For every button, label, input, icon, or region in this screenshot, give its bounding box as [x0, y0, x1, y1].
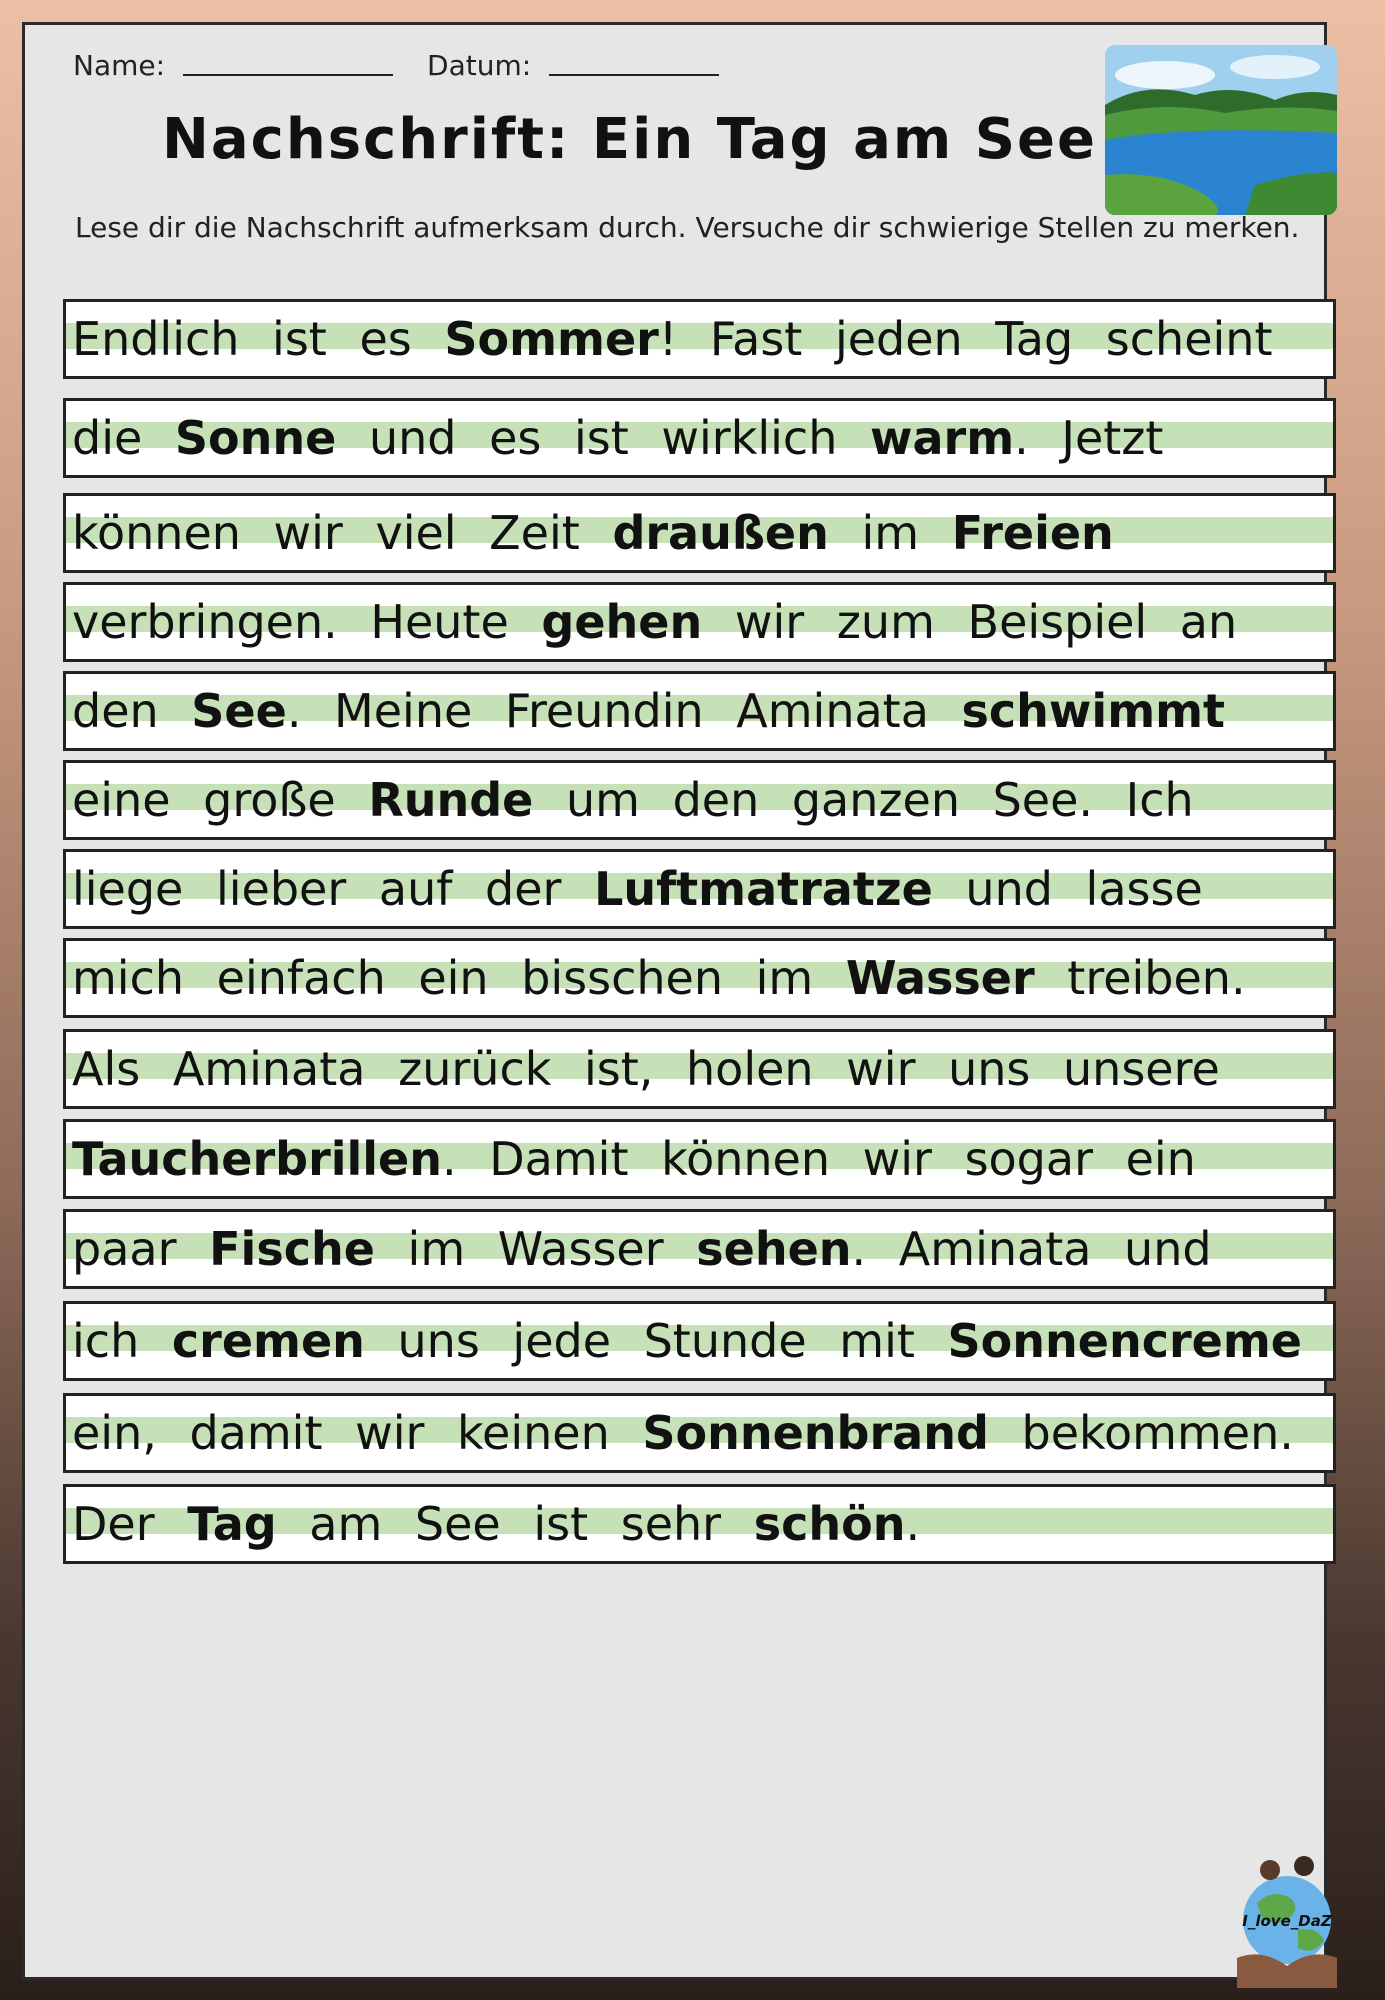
line-text: Endlich ist es [72, 312, 445, 366]
name-field[interactable] [183, 70, 393, 76]
line-text: liege lieber auf der [72, 862, 595, 916]
bold-word: Wasser [845, 951, 1035, 1005]
header-fields [73, 49, 753, 82]
line-text: ich [72, 1314, 172, 1368]
date-label: Datum: [427, 49, 532, 82]
bold-word: Luftmatratze [594, 862, 933, 916]
bold-word: cremen [171, 1314, 365, 1368]
line-text: . Meine Freundin Aminata [286, 684, 962, 738]
line-text: eine große [72, 773, 369, 827]
text-line [63, 493, 1336, 573]
line-text: am See ist sehr [276, 1497, 754, 1551]
text-line [63, 1484, 1336, 1564]
text-line [63, 1209, 1336, 1289]
lake-landscape-image [1105, 45, 1337, 215]
line-text: uns jede Stunde mit [364, 1314, 948, 1368]
name-label: Name: [73, 49, 166, 82]
bold-word: sehen [696, 1222, 852, 1276]
bold-word: Tag [187, 1497, 277, 1551]
line-text: Als Aminata zurück ist, holen wir uns unsere [72, 1042, 1220, 1096]
text-line [63, 299, 1336, 379]
bold-word: warm [869, 411, 1015, 465]
line-text: können wir viel Zeit [72, 506, 613, 560]
line-text: und es ist wirklich [336, 411, 870, 465]
line-text: wir zum Beispiel an [702, 595, 1238, 649]
line-text: treiben. [1034, 951, 1246, 1005]
bold-word: schön [753, 1497, 906, 1551]
text-line [63, 671, 1336, 751]
instruction-text: Lese dir die Nachschrift aufmerksam durch. Versuche dir schwierige Stellen zu merken. [75, 211, 1300, 244]
globe-hands-logo [1232, 1848, 1342, 1988]
bold-word: Taucherbrillen [72, 1132, 442, 1186]
bold-word: draußen [612, 506, 829, 560]
bold-word: Fische [209, 1222, 375, 1276]
bold-word: See [191, 684, 287, 738]
text-line [63, 1393, 1336, 1473]
line-text: mich einfach ein bisschen im [72, 951, 846, 1005]
bold-word: Runde [368, 773, 534, 827]
line-text: bekommen. [988, 1406, 1294, 1460]
bold-word: Sonnenbrand [642, 1406, 989, 1460]
bold-word: schwimmt [961, 684, 1226, 738]
date-field[interactable] [549, 70, 719, 76]
line-text: im [828, 506, 952, 560]
line-text: ! Fast jeden Tag scheint [658, 312, 1273, 366]
bold-word: Sonnencreme [947, 1314, 1302, 1368]
bold-word: Sonne [174, 411, 337, 465]
line-text: verbringen. Heute [72, 595, 542, 649]
text-line [63, 1301, 1336, 1381]
worksheet [22, 22, 1332, 1980]
text-line [63, 582, 1336, 662]
bold-word: gehen [541, 595, 703, 649]
bold-word: Freien [951, 506, 1114, 560]
text-line [63, 760, 1336, 840]
text-line [63, 1029, 1336, 1109]
line-text: den [72, 684, 192, 738]
text-line [63, 849, 1336, 929]
line-text: ein, damit wir keinen [72, 1406, 643, 1460]
bold-word: Sommer [444, 312, 659, 366]
line-text: paar [72, 1222, 210, 1276]
logo-text: I_love_DaZ [1242, 1912, 1332, 1930]
line-text: die [72, 411, 175, 465]
line-text: im Wasser [374, 1222, 697, 1276]
line-text: . Jetzt [1014, 411, 1164, 465]
line-text: . [905, 1497, 921, 1551]
line-text: Der [72, 1497, 188, 1551]
line-text: und lasse [932, 862, 1203, 916]
text-line [63, 1119, 1336, 1199]
text-line [63, 398, 1336, 478]
line-text: . Damit können wir sogar ein [442, 1132, 1196, 1186]
line-text: . Aminata und [851, 1222, 1212, 1276]
line-text: um den ganzen See. Ich [533, 773, 1194, 827]
text-line [63, 938, 1336, 1018]
page-title: Nachschrift: Ein Tag am See [161, 107, 1098, 172]
